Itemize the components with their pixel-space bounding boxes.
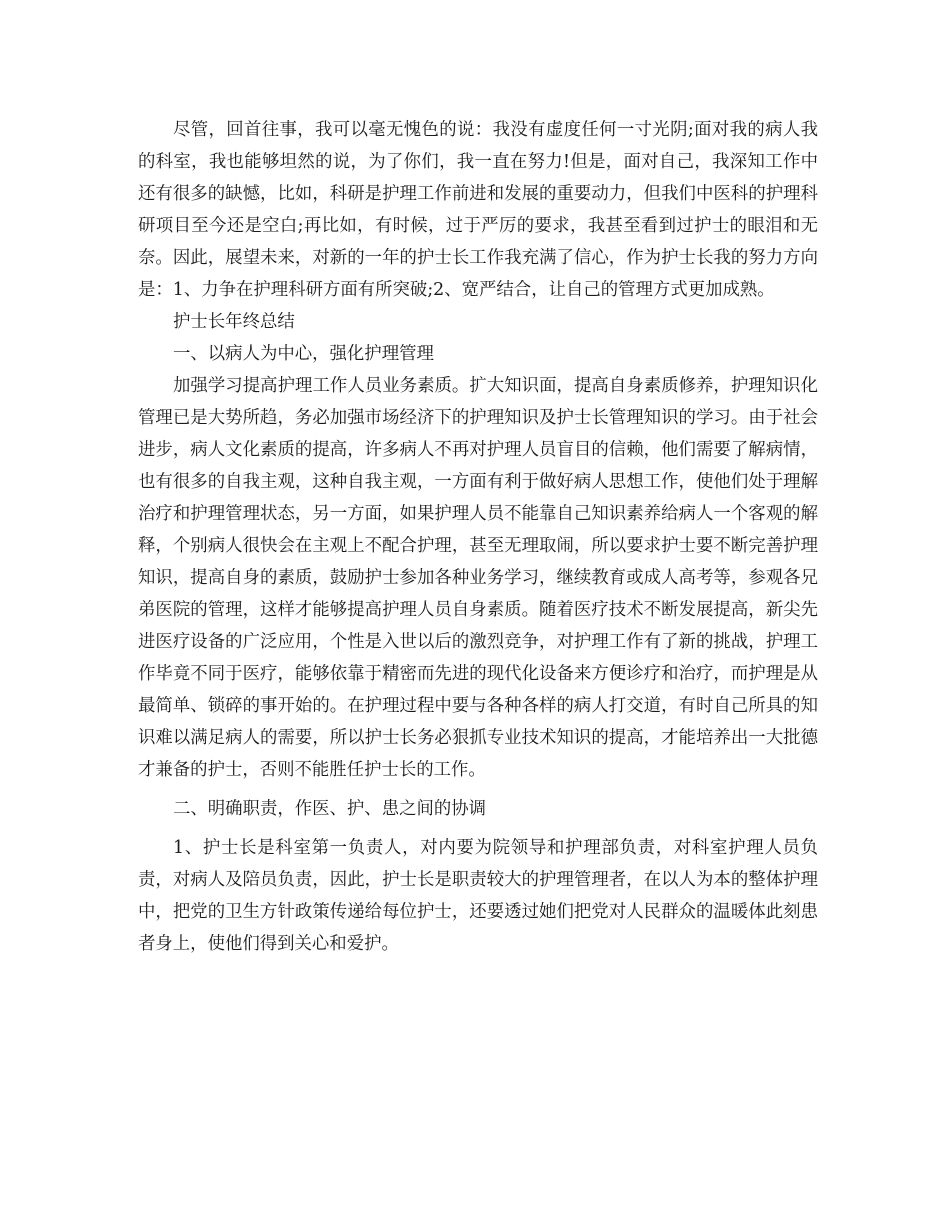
body-paragraph: 1、护士长是科室第一负责人，对内要为院领导和护理部负责，对科室护理人员负责，对病人及陪员负责，因此，护士长是职责较大的护理管理者，在以人为本的整体护理中，把党的卫生方针政策传递给每位护士，还要透过她们把党对人民群众的温暖体此刻患者身上，使他们得到关心和爱护。 — [138, 838, 818, 954]
paragraph-gap — [138, 825, 818, 832]
section-heading: 二、明确职责，作医、护、患之间的协调 — [173, 799, 487, 819]
document-body — [138, 114, 818, 960]
section-heading: 一、以病人为中心，强化护理管理 — [173, 344, 434, 364]
body-paragraph: 加强学习提高护理工作人员业务素质。扩大知识面，提高自身素质修养，护理知识化管理已是大势所趋，务必加强市场经济下的护理知识及护士长管理知识的学习。由于社会进步，病人文化素质的提高，许多病人不再对护理人员盲目的信赖，他们需要了解病情，也有很多的自我主观，这种自我主观，一方面有利于做好病人思想工作，使他们处于理解治疗和护理管理状态，另一方面，如果护理人员不能靠自己知识素养给病人一个客观的解释，个别病人很快会在主观上不配合护理，甚至无理取闹，所以要求护士要不断完善护理知识，提高自身的素质，鼓励护士参加各种业务学习，继续教育或成人高考等，参观各兄弟医院的管理，这样才能够提高护理人员自身素质。随着医疗技术不断发展提高，新尖先进医疗设备的广泛应用，个性是入世以后的激烈竞争，对护理工作有了新的挑战，护理工作毕竟不同于医疗，能够依靠于精密而先进的现代化设备来方便诊疗和治疗，而护理是从最简单、锁碎的事开始的。在护理过程中要与各种各样的病人打交道，有时自己所具的知识难以满足病人的需要，所以护士长务必狠抓专业技术知识的提高，才能培养出一大批德才兼备的护士，否则不能胜任护士长的工作。 — [138, 376, 818, 780]
paragraph-gap — [138, 786, 818, 793]
section-title: 护士长年终总结 — [173, 312, 295, 332]
body-paragraph: 尽管，回首往事，我可以毫无愧色的说：我没有虚度任何一寸光阴;面对我的病人我的科室，我也能够坦然的说，为了你们，我一直在努力!但是，面对自己，我深知工作中还有很多的缺憾，比如，科研是护理工作前进和发展的重要动力，但我们中医科的护理科研项目至今还是空白;再比如，有时候，过于严厉的要求，我甚至看到过护士的眼泪和无奈。因此，展望未来，对新的一年的护士长工作我充满了信心，作为护士长我的努力方向是：1、力争在护理科研方面有所突破;2、宽严结合，让自己的管理方式更加成熟。 — [138, 120, 818, 300]
